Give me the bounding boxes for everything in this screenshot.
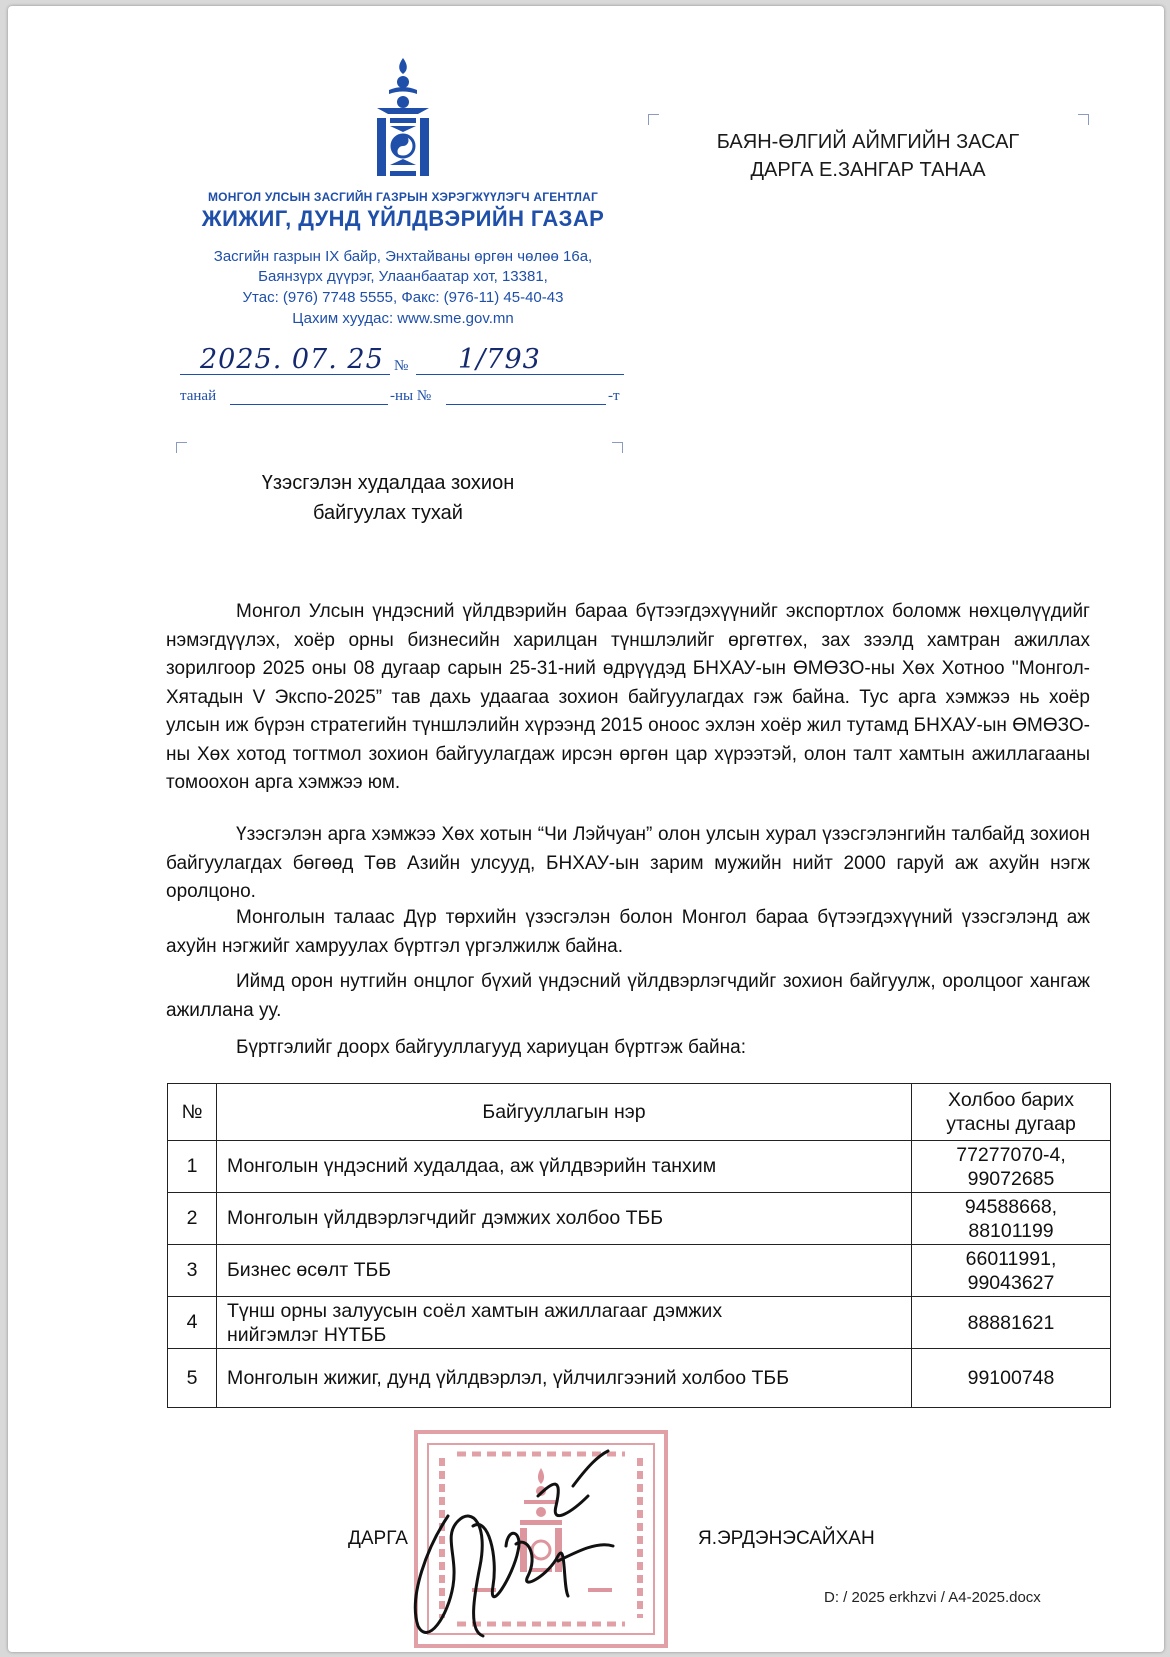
row-organization-name: Монголын үндэсний худалдаа, аж үйлдвэрийн танхим [217, 1141, 912, 1193]
address-line: Засгийн газрын IX байр, Энхтайваны өргөн чөлөө 16а, [213, 248, 593, 265]
subject-title [208, 468, 568, 528]
yours-number-underline [446, 404, 606, 405]
row-phone [912, 1193, 1111, 1245]
phone-number: 99072685 [967, 1167, 1055, 1190]
number-label: № [394, 358, 409, 374]
phone-number: 88881621 [967, 1311, 1055, 1334]
row-no: 5 [168, 1349, 217, 1408]
row-no: 3 [168, 1245, 217, 1297]
subject-line: Үзэсгэлэн худалдаа зохион [261, 472, 515, 494]
header-contact-phone [912, 1084, 1111, 1141]
paragraph-text: Бүртгэлийг доорх байгууллагууд хариуцан бүртгэж байна: [236, 1037, 747, 1058]
subject-corner-mark [612, 442, 623, 453]
subject-corner-mark [176, 442, 187, 453]
agency-name: ЖИЖИГ, ДУНД ҮЙЛДВЭРИЙН ГАЗАР [201, 206, 605, 231]
row-organization-name: Монголын жижиг, дунд үйлдвэрлэл, үйлчилгээний холбоо ТББ [217, 1349, 912, 1408]
row-no: 2 [168, 1193, 217, 1245]
phone-number: 77277070-4, [956, 1143, 1066, 1166]
header-phone-line: утасны дугаар [946, 1113, 1076, 1135]
website: Цахим хуудас: www.sme.gov.mn [292, 310, 514, 327]
soyombo-emblem-icon [374, 58, 432, 180]
table-header-row [168, 1084, 1111, 1141]
recipient-line: БАЯН-ӨЛГИЙ АЙМГИЙН ЗАСАГ [716, 131, 1020, 153]
address-line: Баянзүрх дүүрэг, Улаанбаатар хот, 13381, [258, 268, 548, 285]
paragraph-text: Үзэсгэлэн арга хэмжээ Хөх хотын “Чи Лэйчуан” олон улсын хурал үзэсгэлэнгийн талбайд зохион байгуулагдах бөгөөд Төв Азийн улсууд, БНХАУ-ын зарим мужийн нийт 2000 гаруй аж ахуйн нэгж оролцоно. [166, 824, 1090, 902]
row-phone [912, 1349, 1111, 1408]
header-phone-line: Холбоо барих [948, 1089, 1074, 1111]
address-corner-mark [1078, 114, 1089, 125]
paragraph-text: Иймд орон нутгийн онцлог бүхий үндэсний үйлдвэрлэгчдийг зохион байгуулж, оролцоог хангаж ажиллана уу. [166, 971, 1090, 1021]
signatory-name: Я.ЭРДЭНЭСАЙХАН [698, 1528, 875, 1549]
number-underline [416, 374, 624, 375]
organizations-table [167, 1083, 1111, 1408]
row-no: 4 [168, 1297, 217, 1349]
table-row [168, 1141, 1111, 1193]
agency-parent-name: МОНГОЛ УЛСЫН ЗАСГИЙН ГАЗРЫН ХЭРЭГЖҮҮЛЭГЧ АГЕНТЛАГ [207, 190, 599, 204]
table-row [168, 1297, 1111, 1349]
phone-number: 66011991, [965, 1247, 1057, 1270]
yours-label: танай [180, 388, 217, 404]
date-underline [180, 374, 390, 375]
row-organization-name: Монголын үйлдвэрлэгчдийг дэмжих холбоо ТББ [217, 1193, 912, 1245]
row-phone [912, 1245, 1111, 1297]
body-paragraph [166, 904, 1090, 961]
row-phone [912, 1141, 1111, 1193]
letter-page [8, 6, 1164, 1652]
header-no: № [168, 1084, 217, 1141]
address-corner-mark [648, 114, 659, 125]
phone-number: 94588668, [964, 1195, 1058, 1218]
yours-end-label: -т [608, 388, 620, 404]
phone-number: 88101199 [968, 1219, 1054, 1242]
body-paragraph [166, 1034, 1090, 1063]
table-row [168, 1245, 1111, 1297]
recipient-block [668, 128, 1068, 184]
paragraph-text: Монголын талаас Дүр төрхийн үзэсгэлэн болон Монгол бараа бүтээгдэхүүний үзэсгэлэнд аж ахуйн нэгжийг хамруулах бүртгэл үргэлжилж байна. [166, 907, 1090, 957]
body-paragraph [166, 821, 1090, 907]
table-row [168, 1349, 1111, 1408]
file-path: D: / 2025 erkhzvi / A4-2025.docx [824, 1589, 1041, 1606]
row-organization-name: Бизнес өсөлт ТББ [217, 1245, 912, 1297]
paragraph-text: Монгол Улсын үндэсний үйлдвэрийн бараа бүтээгдэхүүнийг экспортлох боломж нөхцөлүүдийг нэмэгдүүлэх, хоёр орны бизнесийн харилцан түншлэлийг өргөтгөх, зах зээлд хамтран ажиллах зорилгоор 2025 оны 08 дугаар сарын 25-31-ний өдрүүдэд БНХАУ-ын ӨМӨЗО-ны Хөх Хотноо ''Монгол-Хятадын V Экспо-2025” тав дахь удаагаа зохион байгуулагдах гэж байна. Тус арга хэмжээ нь хоёр улсын иж бүрэн стратегийн түншлэлийн хүрээнд 2015 оноос эхлэн хоёр жил тутамд БНХАУ-ын ӨМӨЗО-ны Хөх хотод тогтмол зохион байгуулагдаж ирсэн өргөн цар хүрээтэй, олон талт хамтын ажиллагааны томоохон арга хэмжээ юм. [166, 601, 1090, 793]
organization-name-line: нийгэмлэг НҮТББ [227, 1323, 387, 1346]
organization-name-line: Түнш орны залуусын соёл хамтын ажиллагааг дэмжих [227, 1299, 723, 1322]
header-organization-name: Байгууллагын нэр [217, 1084, 912, 1141]
handwritten-signature-icon [388, 1426, 648, 1656]
subject-line: байгуулах тухай [313, 502, 463, 524]
row-organization-name [217, 1297, 912, 1349]
yours-number-label: -ны № [390, 388, 432, 404]
phone-number: 99043627 [967, 1271, 1055, 1294]
yours-date-underline [230, 404, 388, 405]
phone-fax: Утас: (976) 7748 5555, Факс: (976-11) 45-40-43 [242, 289, 564, 306]
phone-number: 99100748 [967, 1367, 1055, 1389]
body-paragraph [166, 968, 1090, 1025]
letter-date: 2025. 07. 25 [200, 344, 384, 375]
table-row [168, 1193, 1111, 1245]
recipient-line: ДАРГА Е.ЗАНГАР ТАНАА [750, 159, 986, 181]
letter-number: 1/793 [458, 344, 541, 375]
row-phone [912, 1297, 1111, 1349]
body-paragraph [166, 598, 1090, 798]
signatory-role: ДАРГА [348, 1528, 408, 1549]
row-no: 1 [168, 1141, 217, 1193]
